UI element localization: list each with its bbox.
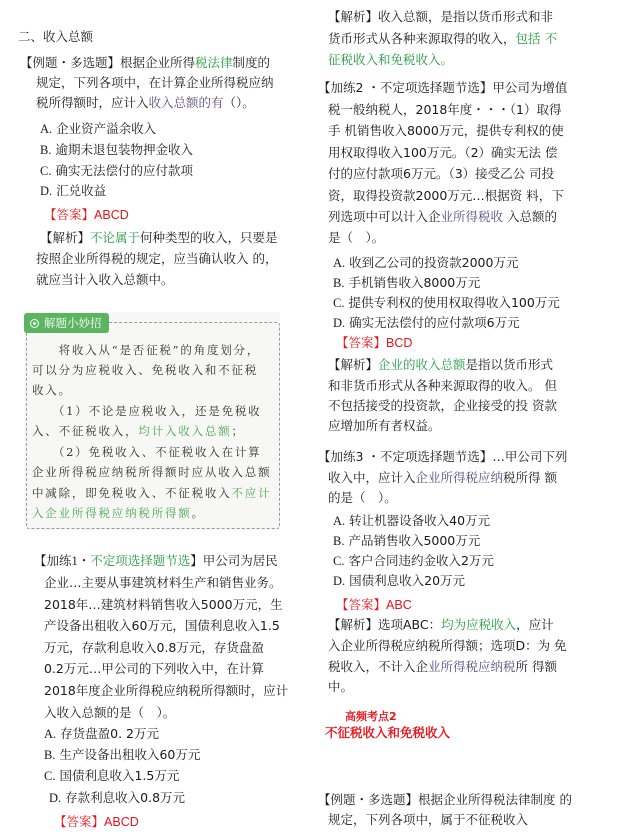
- exercise3-line-3: 的是（ ）。: [328, 490, 397, 505]
- highlight-title: 不征税收入和免税收入: [325, 725, 451, 740]
- exercise2-line-1: 【加练2 ・不定项选择题节选】甲公司为增值: [318, 80, 568, 95]
- exercise2-option-a: A. 收到乙公司的投资款2000万元: [333, 255, 519, 270]
- exercise1-line-1: 【加练1・不定项选择题节选】甲公司为居民: [34, 553, 278, 568]
- exercise2-line-7: 列选项中可以计入企业所得税收 入总额的: [328, 209, 558, 224]
- exercise1-line-5: 万元，存款利息收入0.8万元，存货盘盈: [44, 640, 264, 655]
- exercise2-answer: 【答案】BCD: [336, 336, 413, 350]
- tip-line-4: （1）不论是应税收入，还是免税收: [32, 404, 262, 418]
- tip-line-3: 收入。: [32, 383, 72, 397]
- exercise1-option-a: A. 存货盘盈0. 2万元: [44, 726, 159, 741]
- example1-analysis-line-3: 就应当计入收入总额中。: [36, 272, 174, 287]
- exercise2-line-6: 资，取得投资款2000万元…根据资 料，下: [328, 188, 564, 203]
- exercise2-line-8: 是（ ）。: [328, 230, 385, 245]
- example1-option-b: B. 逾期未退包装物押金收入: [40, 142, 193, 157]
- example1-analysis-line-2: 按照企业所得税的规定，应当确认收入 的，: [36, 251, 278, 266]
- exercise1-option-d: D. 存款利息收入0.8万元: [49, 790, 186, 805]
- exercise3-option-c: C. 客户合同违约金收入2万元: [333, 553, 494, 568]
- highlight-subtitle: 高频考点2: [345, 710, 397, 723]
- exercise2-line-5: 付的应付款项6万元。（3）接受乙公 司投: [328, 166, 555, 181]
- example1-option-a: A. 企业资产溢余收入: [40, 121, 157, 136]
- exercise1-line-4: 产设备出租收入60万元，国债利息收入1.5: [44, 618, 280, 633]
- section-title: 二、收入总额: [18, 29, 94, 44]
- example1-answer: 【答案】ABCD: [44, 208, 129, 222]
- exercise2-option-d: D. 确实无法偿付的应付款项6万元: [333, 315, 520, 330]
- tip-line-6: （2）免税收入、不征税收入在计算: [32, 445, 262, 459]
- example1-question-line-3: 税所得额时，应计入收入总额的有（）。: [36, 95, 255, 110]
- example1-analysis-line-1: 【解析】不论属于何种类型的收入，只要是: [40, 230, 278, 245]
- tip-line-5: 入、不征税收入，均计入收入总额；: [32, 424, 245, 438]
- exercise1-answer: 【答案】ABCD: [54, 815, 139, 829]
- exercise1-option-b: B. 生产设备出租收入60万元: [44, 747, 201, 762]
- exercise3-line-2: 收入中，应计入企业所得税应纳税所得 额: [328, 470, 558, 485]
- exercise2-analysis-line-2: 和非货币形式从各种来源取得的收入。 但: [328, 378, 557, 393]
- exercise2-analysis-line-4: 应增加所有者权益。: [328, 418, 441, 433]
- exercise1-line-3: 2018年…建筑材料销售收入5000万元，生: [44, 597, 283, 612]
- exercise2-line-2: 税一般纳税人，2018年度・・・（1）取得: [328, 102, 562, 117]
- exercise3-option-a: A. 转让机器设备收入40万元: [333, 513, 491, 528]
- exercise3-line-1: 【加练3 ・不定项选择题节选】…甲公司下列: [318, 449, 568, 464]
- exercise2-option-c: C. 提供专利权的使用权取得收入100万元: [333, 295, 560, 310]
- top-analysis-line-1: 【解析】收入总额，是指以货币形式和非: [328, 9, 554, 24]
- example2-line-1: 【例题・多选题】根据企业所得税法律制度 的: [318, 792, 572, 807]
- tip-line-9: 入企业所得税应纳税所得额。: [32, 506, 205, 520]
- exercise3-analysis-line-1: 【解析】选项ABC：均为应税收入，应计: [328, 617, 554, 632]
- top-analysis-line-3: 征税收入和免税收入。: [328, 52, 454, 67]
- exercise1-line-8: 入收入总额的是（ ）。: [44, 705, 176, 720]
- tip-line-7: 企业所得税应纳税所得额时应从收入总额: [32, 465, 272, 479]
- exercise3-option-d: D. 国债利息收入20万元: [333, 573, 466, 588]
- exercise2-analysis-line-3: 不包括接受的投资款，企业接受的投 资款: [328, 398, 557, 413]
- top-analysis-line-2: 货币形式从各种来源取得的收入，包括 不: [328, 31, 557, 46]
- exercise3-answer: 【答案】ABC: [336, 598, 412, 612]
- exercise2-line-3: 手 机销售收入8000万元，提供专利权的使: [328, 123, 564, 138]
- exercise1-line-2: 企业…主要从事建筑材料生产和销售业务。: [44, 575, 282, 590]
- exercise2-analysis-line-1: 【解析】企业的收入总额是指以货币形式: [328, 357, 554, 372]
- tip-line-1: 将收入从“是否征税”的角度划分，: [32, 343, 261, 357]
- exercise3-option-b: B. 产品销售收入5000万元: [333, 533, 481, 548]
- exercise1-line-6: 0.2万元…甲公司的下列收入中，在计算: [44, 661, 264, 676]
- exercise3-analysis-line-4: 中。: [328, 679, 354, 694]
- exercise2-option-b: B. 手机销售收入8000万元: [333, 275, 481, 290]
- exercise3-analysis-line-2: 入企业所得税应纳税所得额；选项D：为 免: [328, 638, 567, 653]
- exercise1-option-c: C. 国债利息收入1.5万元: [44, 768, 180, 783]
- exercise3-analysis-line-3: 税收入，不计入企业所得税应纳税所 得额: [328, 659, 558, 674]
- example1-option-d: D. 汇兑收益: [40, 183, 107, 198]
- tip-line-2: 可以分为应税收入、免税收入和不征税: [32, 363, 259, 377]
- example1-question-line-1: 【例题・多选题】根据企业所得税法律制度的: [20, 55, 271, 70]
- tip-line-8: 中减除，即免税收入、不征税收入不应计: [32, 486, 272, 500]
- exercise1-line-7: 2018年度企业所得税应纳税所得额时，应计: [44, 683, 289, 698]
- example1-option-c: C. 确实无法偿付的应付款项: [40, 163, 193, 178]
- exercise2-line-4: 用权取得收入100万元。（2）确实无法 偿: [328, 145, 558, 160]
- target-icon: [30, 319, 39, 328]
- example1-question-line-2: 规定，下列各项中，在计算企业所得税应纳: [36, 75, 274, 90]
- example2-line-2: 规定，下列各项中，属于不征税收入: [328, 812, 529, 827]
- tip-tag: 解题小妙招: [24, 313, 109, 333]
